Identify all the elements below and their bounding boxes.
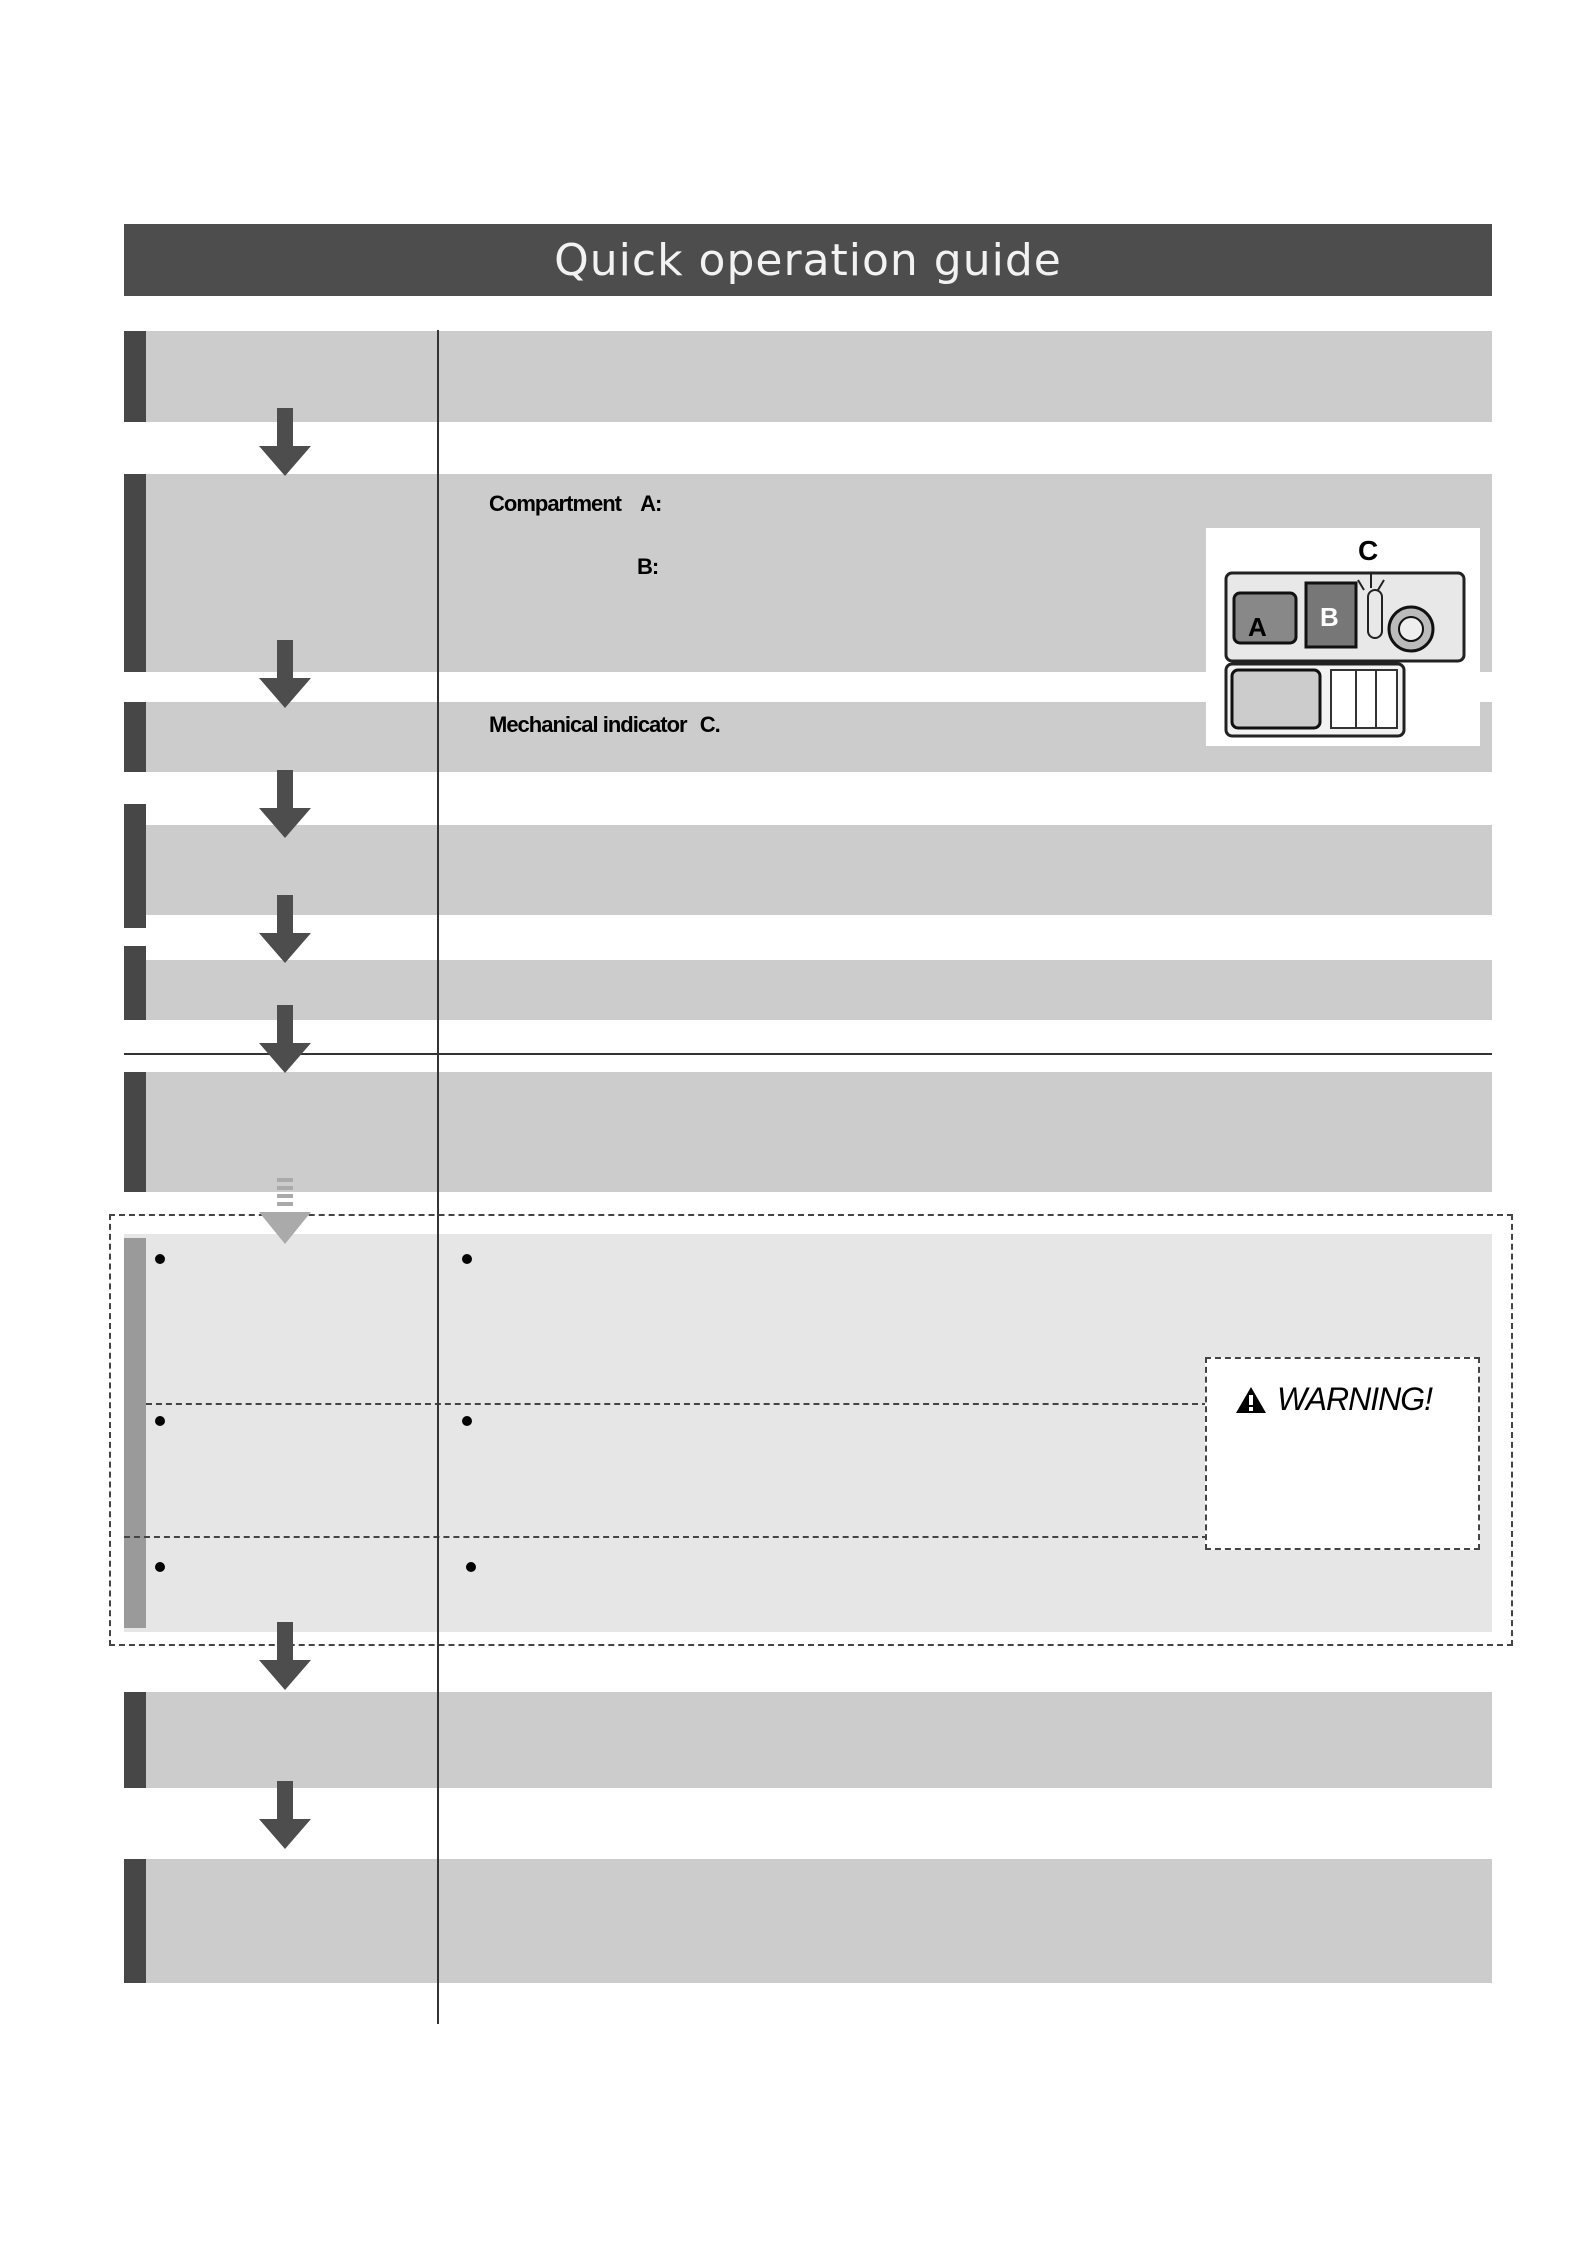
diagram-label-c: C: [1358, 535, 1379, 566]
warning-title: [1235, 1381, 1432, 1418]
down-arrow-icon: [255, 1622, 315, 1690]
warning-box: [1205, 1357, 1480, 1550]
step-row-7: [124, 1692, 1492, 1788]
bullet: [155, 1562, 165, 1572]
down-arrow-icon: [255, 770, 315, 838]
page-title: Quick operation guide: [554, 234, 1062, 286]
step-tab: [124, 474, 146, 672]
bullet: [462, 1254, 472, 1264]
down-arrow-icon: [255, 640, 315, 708]
down-arrow-icon: [255, 1005, 315, 1073]
step-row-6: [124, 1072, 1492, 1192]
step-tab: [124, 1072, 146, 1192]
bullet: [462, 1416, 472, 1426]
step-tab: [124, 1859, 146, 1983]
dispenser-diagram: [1206, 528, 1480, 746]
divider-line: [124, 1053, 1492, 1055]
compartment-label-group: [489, 491, 661, 517]
diagram-label-b: B: [1320, 602, 1339, 632]
down-arrow-icon: [255, 1781, 315, 1849]
bullet: [155, 1416, 165, 1426]
step-tab: [124, 331, 146, 422]
indicator-label: Mechanical indicator: [489, 712, 687, 737]
step-tab: [124, 702, 146, 772]
optional-down-arrow-icon: [255, 1178, 315, 1246]
step-row-1: [124, 331, 1492, 422]
down-arrow-icon: [255, 408, 315, 476]
title-bar: [124, 224, 1492, 296]
step-tab: [124, 946, 146, 1020]
column-divider: [437, 330, 439, 2024]
compartment-a-label: A:: [640, 491, 662, 516]
indicator-c-label: C.: [699, 712, 720, 737]
step-tab: [124, 804, 146, 928]
bullet: [155, 1254, 165, 1264]
warning-text: WARNING!: [1277, 1381, 1432, 1417]
compartment-label: Compartment: [489, 491, 622, 516]
compartment-b-label: B:: [637, 554, 659, 579]
down-arrow-icon: [255, 895, 315, 963]
step-row-8: [124, 1859, 1492, 1983]
dispenser-illustration: [1206, 528, 1480, 746]
dashed-separator: [124, 1536, 1208, 1538]
step-row-4: [124, 825, 1492, 915]
step-tab: [124, 1692, 146, 1788]
diagram-label-a: A: [1248, 612, 1267, 642]
dashed-separator: [146, 1403, 1208, 1405]
bullet: [466, 1562, 476, 1572]
indicator-label-group: [489, 712, 720, 738]
warning-triangle-icon: [1235, 1386, 1267, 1414]
step-row-5: [124, 960, 1492, 1020]
